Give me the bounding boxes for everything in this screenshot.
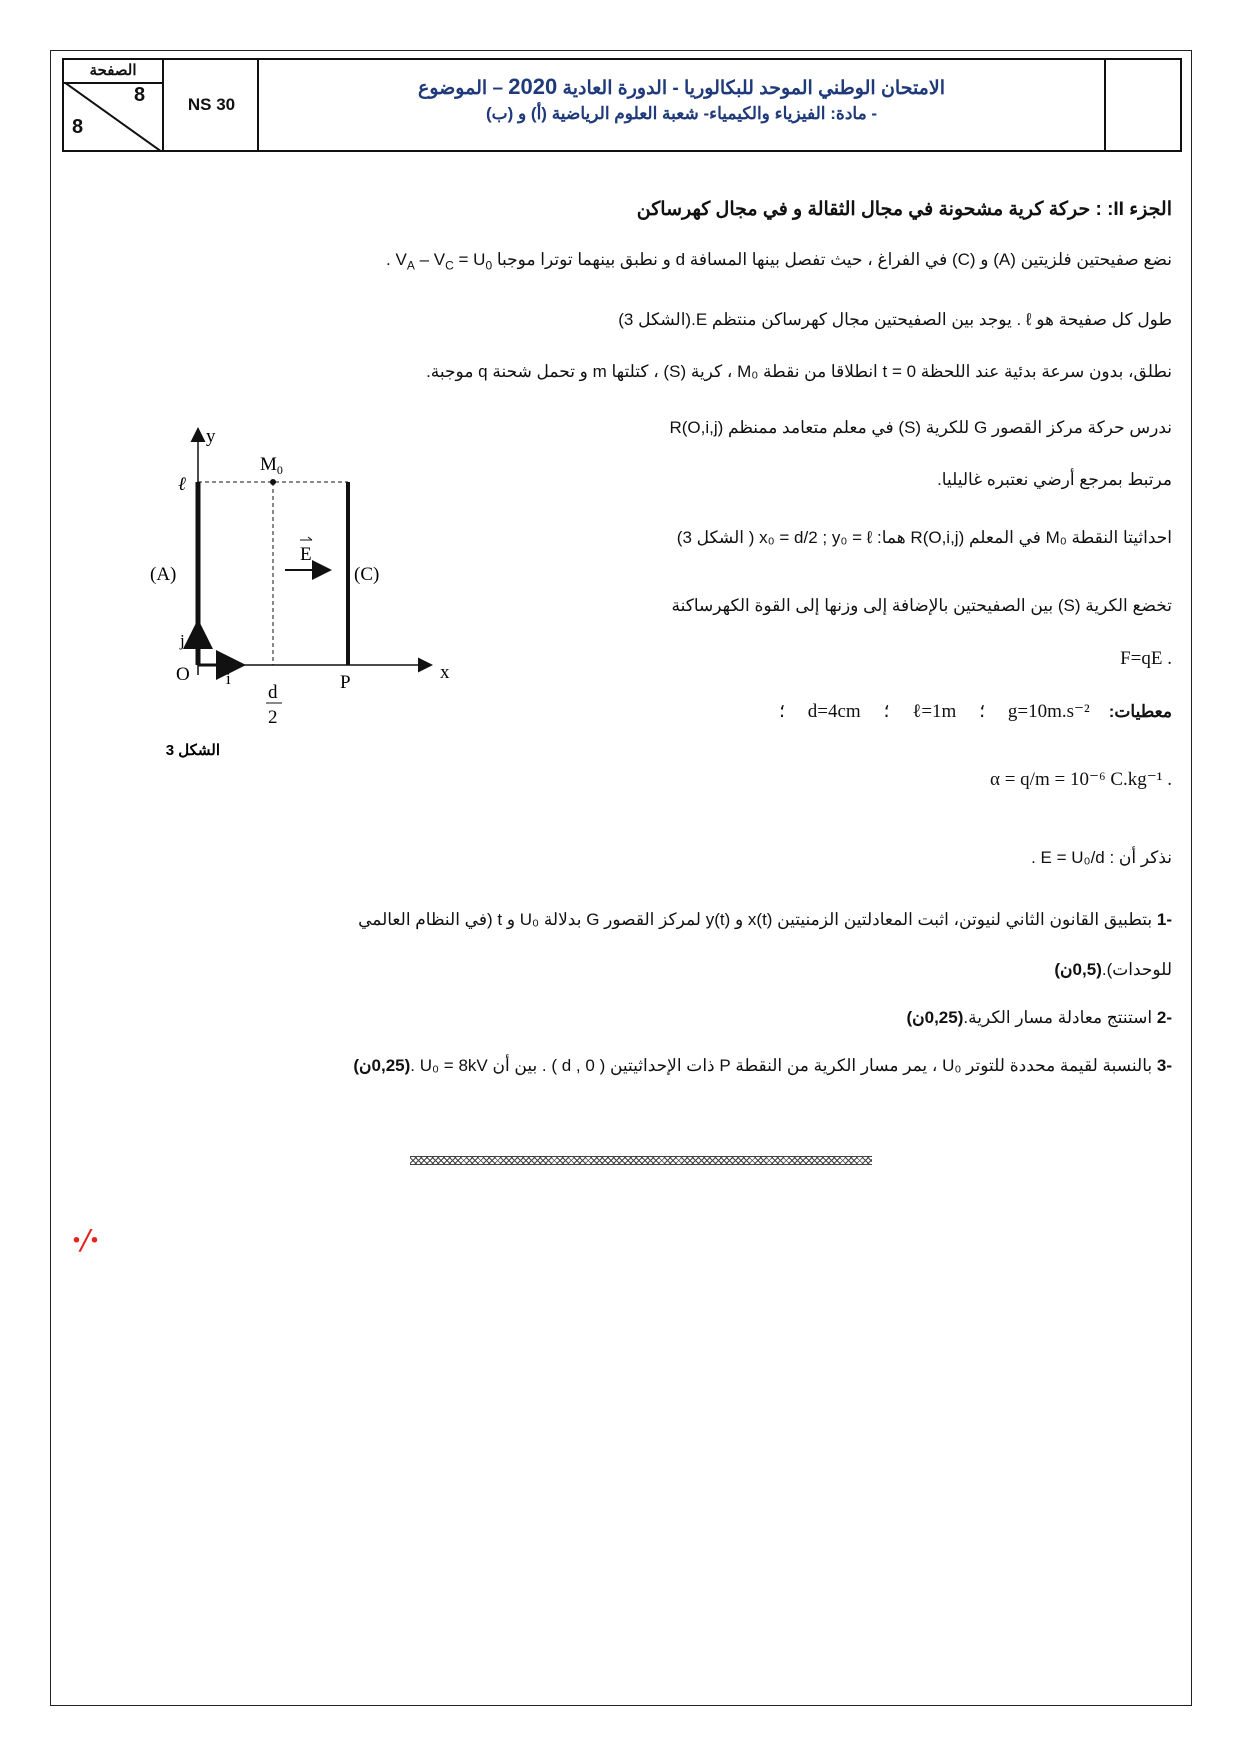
data-values: g=10m.s⁻² ؛ ℓ=1m ؛ d=4cm ؛: [778, 701, 1090, 722]
label-m0-sub: 0: [276, 463, 283, 477]
page-total: 8: [72, 116, 84, 138]
data-label: معطيات:: [1108, 702, 1172, 721]
q3-text: بالنسبة لقيمة محددة للتوتر U₀ ، يمر مسار الكرية من النقطة P ذات الإحداثيتين ( d , 0 ) . بين أن U₀ = 8kV .: [410, 1056, 1157, 1075]
label-ell: ℓ: [178, 474, 186, 495]
question-1-cont: [1054, 960, 1172, 980]
page-current: 8: [134, 84, 146, 106]
page-frame: [50, 50, 1192, 1706]
exam-header: [62, 58, 1182, 152]
label-p: P: [340, 672, 351, 693]
reminder-line: نذكر أن : E = U₀/d .: [1031, 848, 1172, 867]
exam-code: NS 30: [162, 60, 259, 150]
separator-line: [410, 1156, 872, 1165]
q3-points: (0,25ن): [353, 1056, 411, 1075]
q3-num: -3: [1156, 1056, 1172, 1075]
p1-text: نضع صفيحتين فلزيتين (A) و (C) في الفراغ ، حيث تفصل بينها المسافة d و نطبق بينهما توترا موجبا V: [395, 250, 1172, 269]
q1-num: -1: [1156, 910, 1172, 929]
label-plate-a: (A): [150, 564, 177, 585]
label-two: 2: [268, 707, 278, 728]
q1-cont: للوحدات).: [1101, 960, 1172, 979]
question-1: [358, 910, 1172, 930]
paragraph-7: تخضع الكرية (S) بين الصفيحتين بالإضافة إلى وزنها إلى القوة الكهرساكنة: [671, 596, 1172, 615]
exam-title: [259, 74, 1104, 100]
title-pre: الامتحان الوطني الموحد للبكالوريا - الدورة العادية: [557, 78, 945, 99]
label-d: d: [268, 682, 278, 703]
label-y: y: [206, 426, 216, 447]
part-title: [637, 198, 1172, 221]
q2-num: -2: [1156, 1008, 1172, 1027]
label-x: x: [440, 662, 450, 683]
alpha-line: . α = q/m = 10⁻⁶ C.kg⁻¹: [990, 769, 1172, 790]
page-number-box: [64, 60, 162, 150]
label-plate-c: (C): [354, 564, 380, 585]
part-label: الجزء II:: [1101, 199, 1172, 220]
paragraph-6: احداثيتا النقطة M₀ في المعلم R(O,i,j) هما: x₀ = d/2 ; y₀ = ℓ ( الشكل 3): [676, 528, 1172, 547]
title-post: – الموضوع: [418, 78, 509, 99]
q1-text: بتطبيق القانون الثاني لنيوتن، اثبت المعادلتين الزمنيتين x(t) و y(t) لمركز القصور G بدلالة U₀ و t (في النظام العالمي: [358, 910, 1157, 929]
end-mark: ·/·: [72, 1222, 99, 1259]
figure-caption: الشكل 3: [165, 742, 220, 759]
label-e: E: [300, 544, 312, 565]
m0-point: [270, 479, 276, 485]
exam-title-box: [257, 60, 1106, 150]
paragraph-4: ندرس حركة مركز القصور G للكرية (S) في معلم متعامد ممنظم R(O,i,j): [669, 418, 1172, 437]
question-2: [906, 1008, 1172, 1028]
exam-subtitle: - مادة: الفيزياء والكيمياء- شعبة العلوم الرياضية (أ) و (ب): [485, 104, 878, 123]
label-m0: [260, 454, 283, 477]
figure-3: [140, 420, 470, 760]
q2-points: (0,25ن): [906, 1008, 964, 1027]
q1-points: (0,5ن): [1054, 960, 1102, 979]
q2-text: استنتج معادلة مسار الكرية.: [963, 1008, 1157, 1027]
title-year: 2020: [508, 74, 558, 99]
part-heading: : حركة كرية مشحونة في مجال الثقالة و في مجال كهرساكن: [636, 199, 1102, 220]
label-origin: O: [176, 664, 190, 685]
label-i: i: [226, 669, 231, 688]
paragraph-3: نطلق، بدون سرعة بدئية عند اللحظة t = 0 انطلاقا من نقطة M₀ ، كرية (S) ، كتلتها m و تحمل شحنة q موجبة.: [426, 362, 1172, 381]
force-equation: . F=qE: [1120, 648, 1172, 669]
label-m0-main: M: [260, 454, 277, 475]
paragraph-1: نضع صفيحتين فلزيتين (A) و (C) في الفراغ ، حيث تفصل بينها المسافة d و نطبق بينهما توترا موجبا $V_A - V_C = U_0$ .: [386, 250, 1172, 273]
paragraph-2: طول كل صفيحة هو ℓ . يوجد بين الصفيحتين مجال كهرساكن منتظم E.(الشكل 3): [618, 310, 1172, 329]
page-label: الصفحة: [64, 60, 162, 84]
data-line: [779, 700, 1172, 723]
paragraph-5: مرتبط بمرجع أرضي نعتبره غاليليا.: [937, 470, 1172, 489]
question-3: [353, 1056, 1172, 1076]
label-j: j: [180, 631, 185, 650]
